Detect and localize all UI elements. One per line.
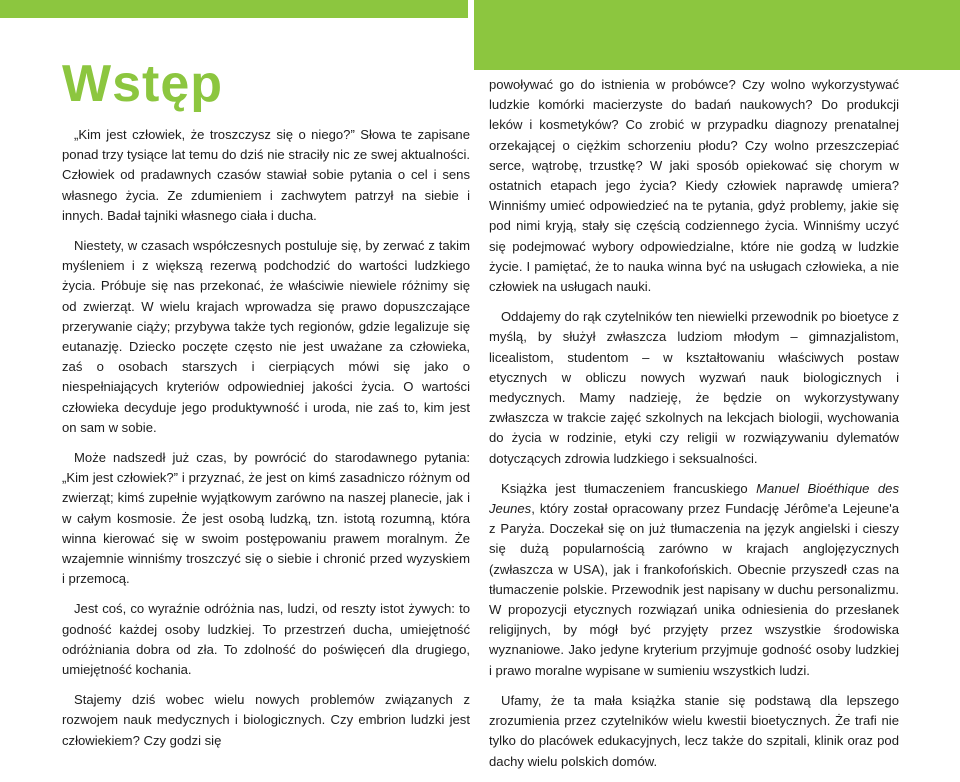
paragraph: Może nadszedł już czas, by powrócić do starodawnego pytania: „Kim jest człowiek?” i przyznać, że jest on kimś zasadniczo różnym od zwierząt; kimś zupełnie wyjątkowym zarówno na naszej planecie, jak i w całym kosmosie. Że jest osobą ludzką, tzn. istotą rozumną, która winna kierować się w swoim postępowaniu prawem moralnym. Że wzajemnie winniśmy troszczyć się o siebie i chronić przed wyzyskiem i przemocą.	[62, 450, 470, 587]
paragraph: Oddajemy do rąk czytelników ten niewielki przewodnik po bioetyce z myślą, by służył zwłaszcza ludziom młodym – gimnazjalistom, licealistom, studentom – w kształtowaniu właściwych postaw etycznych w obliczu nowych wyzwań nauk biologicznych i medycznych. Mamy nadzieję, że będzie on wykorzystywany zwłaszcza w trakcie zajęć szkolnych na lekcjach biologii, wychowania do życia w rodzinie, etyki czy religii w rozwiązywaniu dylematów dotyczących zdrowia ludzkiego i seksualności.	[489, 309, 899, 466]
top-accent-bar-left	[0, 0, 468, 18]
right-text-column	[489, 75, 899, 782]
paragraph-text: , który został opracowany przez Fundację Jérôme'a Lejeune'a z Paryża. Doczekał się on już tłumaczenia na język angielski i cieszy się dużą popularnością zarówno w krajach anglojęzycznych (zwłaszcza w USA), jak i frankofońskich. Obecnie przyszedł czas na tłumaczenie polskie. Przewodnik jest napisany w duchu personalizmu. W propozycji etycznych rozwiązań unika odniesienia do przesłanek religijnych, by mógł być przyjęty przez wszystkie środowiska wyznaniowe. Jako jedyne kryterium przyjmuje godność osoby ludzkiej i prawo moralne wypisane w sumieniu wszystkich ludzi.	[489, 501, 899, 678]
paragraph: Niestety, w czasach współczesnych postuluje się, by zerwać z takim myśleniem i z większą rezerwą podchodzić do wartości ludzkiego życia. Próbuje się nas przekonać, że właściwie niewiele różnimy się od zwierząt. W wielu krajach wprowadza się prawo dopuszczające przerywanie ciąży; przybywa także tych regionów, gdzie legalizuje się eutanazję. Dziecko poczęte często nie jest uważane za człowieka, zaś o osobach starszych i cierpiących mówi się jako o niespełniających kryteriów odpowiedniej jakości życia. O wartości człowieka decyduje jego produktywność i uroda, nie zaś to, kim jest on sam w sobie.	[62, 238, 470, 435]
paragraph: „Kim jest człowiek, że troszczysz się o niego?” Słowa te zapisane ponad trzy tysiące lat temu do dziś nie straciły nic ze swej aktualności. Człowiek od pradawnych czasów stawiał sobie pytania o cel i sens własnego życia. Ze zdumieniem i zachwytem patrzył na siebie i innych. Badał tajniki własnego ciała i ducha.	[62, 127, 470, 223]
book-title: Manuel Bioéthique des Jeunes	[489, 480, 900, 517]
paragraph: powoływać go do istnienia w probówce? Czy wolno wykorzystywać ludzkie komórki macierzyste do badań naukowych? Do produkcji leków i kosmetyków? Co zrobić w przypadku diagnozy prenatalnej orzekającej o ciężkim schorzeniu płodu? Czy wolno przeszczepiać serce, wątrobę, trzustkę? W jaki sposób opiekować się chorym w ostatnich etapach jego życia? Kiedy człowiek naprawdę umiera? Winniśmy umieć odpowiedzieć na te pytania, gdyż problemy, jakie się pod nimi kryją, stały się częścią codziennego życia. Winniśmy uczyć się podejmować wybory odpowiedzialne, które nie godzą w ludzkie życie. I pamiętać, że to nauka winna być na usługach człowieka, a nie człowiek na usługach nauki.	[489, 77, 899, 295]
paragraph-text: Książka jest tłumaczeniem francuskiego	[501, 480, 757, 496]
paragraph: Jest coś, co wyraźnie odróżnia nas, ludzi, od reszty istot żywych: to godność każdej osoby ludzkiej. To przestrzeń ducha, umiejętność odróżniania dobra od zła. To zdolność do poświęceń dla drugiego, umiejętność kochania.	[62, 601, 470, 678]
left-text-column	[62, 125, 470, 761]
paragraph: Ufamy, że ta mała książka stanie się podstawą dla lepszego zrozumienia przez czytelników wielu kwestii bioetycznych. Że trafi nie tylko do placówek edukacyjnych, lecz także do szpitali, klinik oraz pod dachy wielu polskich domów.	[489, 692, 899, 769]
page-title: Wstęp	[62, 55, 223, 113]
top-accent-bar-right	[474, 0, 960, 70]
paragraph: Stajemy dziś wobec wielu nowych problemów związanych z rozwojem nauk medycznych i biologicznych. Czy embrion ludzki jest człowiekiem? Czy godzi się	[62, 692, 470, 748]
paragraph	[489, 479, 899, 681]
